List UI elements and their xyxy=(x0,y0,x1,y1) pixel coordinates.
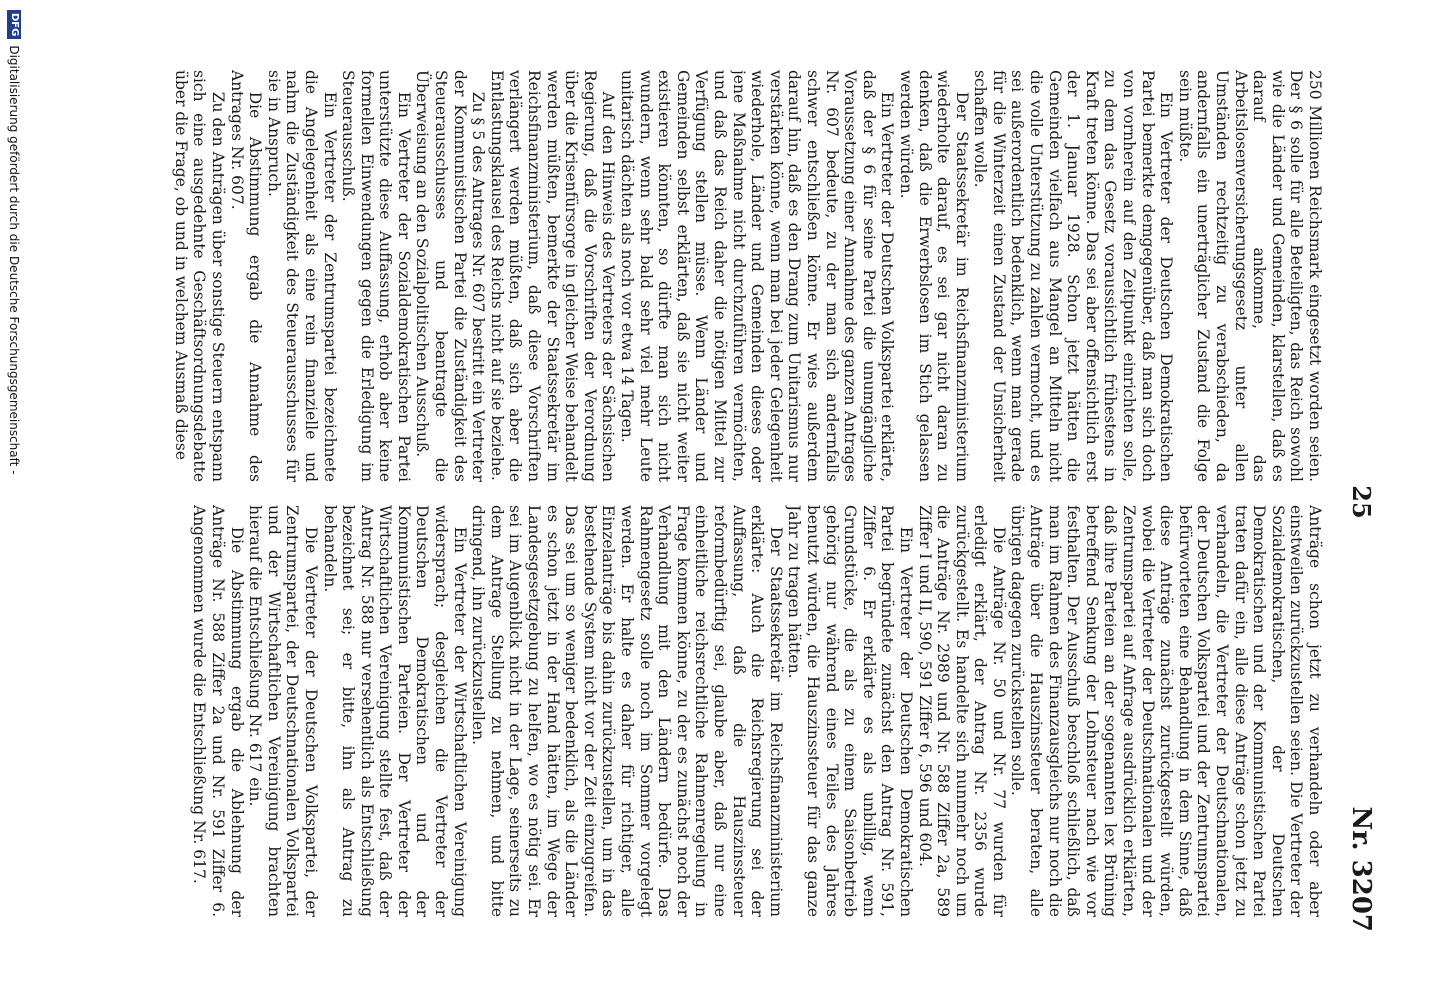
paragraph: Ein Vertreter der Zentrumspartei bezeichnete die Angelegenheit als eine rein finanzielle und nahm die Zuständigkeit des Steuerausschusses für sie in Anspruch. xyxy=(264,70,339,482)
dfg-logo: DFG xyxy=(7,10,21,39)
paragraph: 250 Millionen Reichsmark eingesetzt worden seien. Der § 6 solle für alle Beteiligten, das Reich sowohl wie die Länder und Gemeinden, klarstellen, daß es darauf ankomme, das Arbeitslosenversicherungsgesetz unter allen Umständen rechtzeitig zu verabschieden, da andernfalls ein unerträglicher Zustand die Folge sein müßte. xyxy=(1175,70,1324,482)
credit-text: Digitalisierung gefördert durch die Deutsche Forschungsgemeinschaft - xyxy=(7,45,21,475)
paragraph: Zu § 5 des Antrages Nr. 607 bestritt ein Vertreter der Kommunistischen Partei die Zuständigkeit des Steuerausschusses und beantragte die Überweisung an den Sozialpolitischen Ausschuß. xyxy=(413,70,488,482)
paragraph: Auf den Hinweis des Vertreters der Sächsischen Regierung, daß die Vorschriften der Verordnung über die Krisenfürsorge in gleicher Weise behandelt werden müßten, bemerkte der Staatssekretär im Reichsfinanzministerium, daß diese Vorschriften verlängert werden müßten, daß sich aber die Entlastungsklausel des Reichs nicht auf sie beziehe. xyxy=(487,70,618,482)
paragraph: Ein Vertreter der Deutschen Volkspartei erklärte, daß der § 6 für seine Partei die unumgängliche Voraussetzung einer Annahme des ganzen Antrages Nr. 607 bedeute, zu der man sich andernfalls schwer entschließen könne. Er wies außerdem darauf hin, daß es den Drang zum Unitarismus nur verstärken könne, wenn man bei jeder Gelegenheit wiederhole, Länder und Gemeinden dieses oder jene Maßnahme nicht durchzuführen vermöchten, und daß das Reich daher die nötigen Mittel zur Verfügung stellen müsse. Wenn Länder und Gemeinden selbst erklärten, daß sie nicht weiter existieren könnten, so dürfte man sich nicht wundern, wenn sehr bald sehr viel mehr Leute unitarisch dächten als noch vor etwa 14 Tagen. xyxy=(618,70,897,482)
digitization-credit xyxy=(4,10,24,990)
paragraph: Die Abstimmung ergab die Annahme des Antrages Nr. 607. xyxy=(227,70,265,482)
page-number: 25 xyxy=(1347,485,1376,519)
paragraph: Der Staatssekretär im Reichsfinanzministerium erklärte: Auch die Reichsregierung sei der Auffassung, daß die Hauszinssteuer reformbedürftig sei, glaube aber, daß nur eine einheitliche reichsrechtliche Rahmenregelung in Frage kommen könne, zu der es zunächst noch der Verhandlung mit den Ländern bedürfe. Das Rahmengesetz solle noch im Sommer vorgelegt werden. Er halte es daher für richtiger, alle Einzelanträge bis dahin zurückzustellen, um in das bestehende System nicht vor der Zeit einzugreifen. Das sei um so weniger bedenklich, als die Länder es schon jetzt in der Hand hätten, im Wege der Landesgesetzgebung zu helfen, wo es nötig sei. Er sei im Augenblick nicht in der Lage, seinerseits zu dem Antrage Stellung zu nehmen, und bitte dringend, ihn zurückzustellen. xyxy=(469,505,785,917)
paragraph: Zu den Anträgen über sonstige Steuern entspann sich eine ausgedehnte Geschäftsordnungsdebatte über die Frage, ob und in welchem Ausmaß diese xyxy=(171,70,227,482)
page-header xyxy=(1336,72,1376,932)
paragraph: Die Abstimmung ergab die Ablehnung der Anträge Nr. 588 Ziffer 2a und Nr. 591 Ziffer 6. Angenommen wurde die Entschließung Nr. 617. xyxy=(190,505,246,917)
right-text-column xyxy=(104,505,1324,917)
paragraph: Ein Vertreter der Deutschen Demokratischen Partei begründete zunächst den Antrag Nr. 591, Ziffer 6. Er erklärte es als unbillig, wenn Grundstücke, die als zu einem Saisonbetrieb gehörig nur während eines Teiles des Jahres benutzt würden, die Hauszinssteuer für das ganze Jahr zu tragen hätten. xyxy=(785,505,915,917)
paragraph: Ein Vertreter der Wirtschaftlichen Vereinigung widersprach; desgleichen die Vertreter der Deutschen Demokratischen und der Kommunistischen Parteien. Der Vertreter der Wirtschaftlichen Vereinigung stellte fest, daß der Antrag Nr. 588 nur versehentlich als Entschließung bezeichnet sei; er bitte, ihn als Antrag zu behandeln. xyxy=(320,505,469,917)
document-number: Nr. 3207 xyxy=(1346,806,1376,932)
paragraph: Ein Vertreter der Sozialdemokratischen Partei unterstützte diese Auffassung, erhob aber keine formellen Einwendungen gegen die Erledigung im Steuerausschuß. xyxy=(339,70,413,482)
paragraph: Anträge schon jetzt zu verhandeln oder aber einstweilen zurückzustellen seien. Die Vertreter der Sozialdemokratischen, der Deutschen Demokratischen und der Kommunistischen Partei traten dafür ein, alle diese Anträge schon jetzt zu verhandeln, die Vertreter der Deutschnationalen, der Deutschen Volkspartei und der Zentrumspartei befürworteten eine Behandlung in dem Sinne, daß diese Anträge zunächst zurückgestellt würden, wobei die Vertreter der Deutschnationalen und der Zentrumspartei auf Anfrage ausdrücklich erklärten, daß ihre Parteien an der sogenannten lex Brüning betreffend Senkung der Lohnsteuer nach wie vor festhalten. Der Ausschuß beschloß schließlich, daß man im Rahmen des Finanzausgleichs nur noch die Anträge über die Hauszinssteuer beraten, alle übrigen dagegen zurückstellen solle. xyxy=(1008,505,1324,917)
paragraph: Ein Vertreter der Deutschen Demokratischen Partei bemerkte demgegenüber, daß man sich doch von vornherein auf den Zeitpunkt einrichten solle, zu dem das Gesetz voraussichtlich frühestens in Kraft treten könne. Das sei aber offensichtlich erst der 1. Januar 1928. Schon jetzt hätten die Gemeinden vielfach aus Mangel an Mitteln nicht die volle Unterstützung zu zahlen vermocht, und es sei außerordentlich bedenklich, wenn man gerade für die Winterzeit einen Zustand der Unsicherheit schaffen wolle. xyxy=(971,70,1176,482)
paragraph: Die Vertreter der Deutschen Volkspartei, der Zentrumspartei, der Deutschnationalen Volkspartei und der Wirtschaftlichen Vereinigung brachten hierauf die Entschließung Nr. 617 ein. xyxy=(246,505,320,917)
left-text-column xyxy=(104,70,1324,482)
paragraph: Die Anträge Nr. 50 und Nr. 77 wurden für erledigt erklärt, der Antrag Nr. 2356 wurde zurückgestellt. Es handelte sich nunmehr noch um die Anträge Nr. 2989 und Nr. 588 Ziffer 2a, 589 Ziffer I und II, 590, 591 Ziffer 6, 596 und 604. xyxy=(915,505,1008,917)
paragraph: Der Staatssekretär im Reichsfinanzministerium wiederholte darauf, es sei gar nicht daran zu denken, daß die Erwerbslosen im Stich gelassen werden würden. xyxy=(896,70,971,482)
